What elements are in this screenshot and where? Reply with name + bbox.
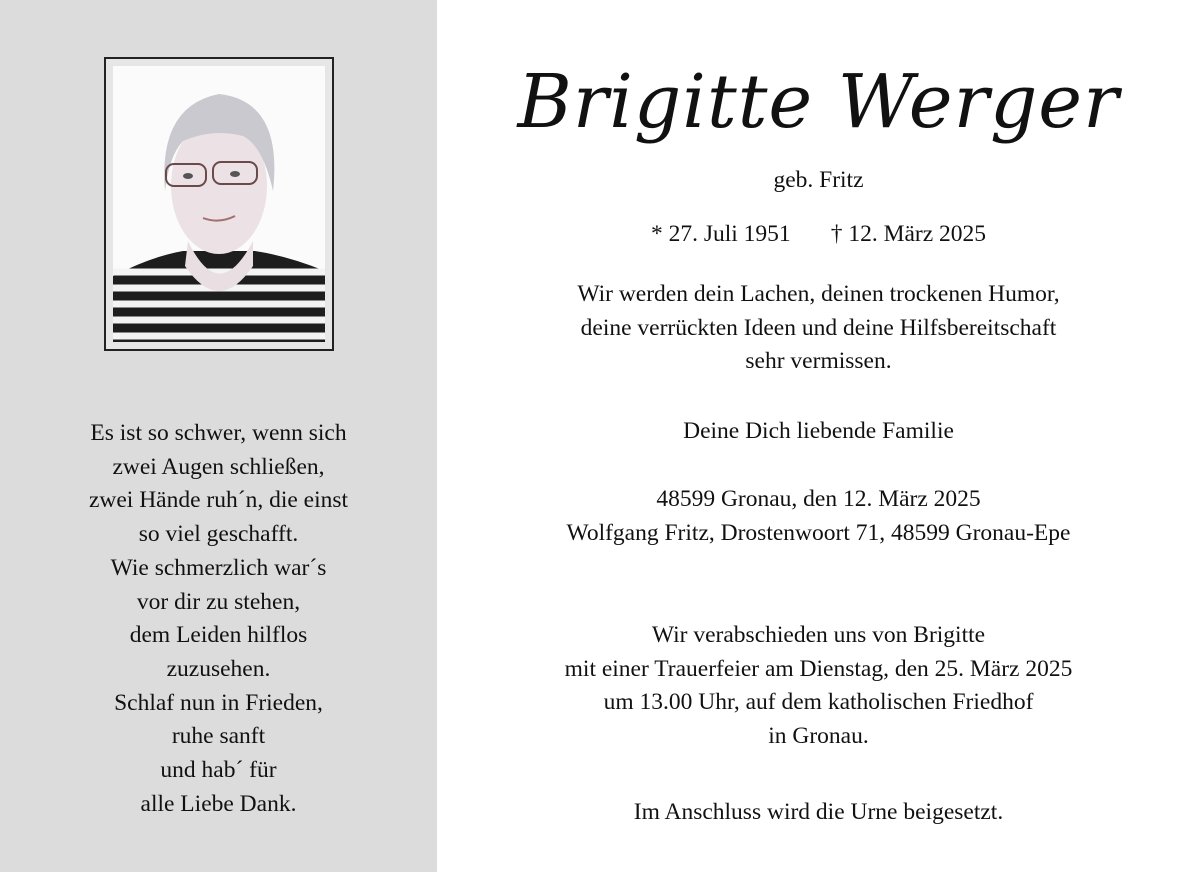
poem-line: zuzusehen. <box>166 655 271 682</box>
place-date: 48599 Gronau, den 12. März 2025 <box>656 486 981 512</box>
poem-line: so viel geschafft. <box>138 521 299 548</box>
maiden-name: geb. Fritz <box>773 167 864 193</box>
address: Wolfgang Fritz, Drostenwoort 71, 48599 Gronau-Epe <box>566 520 1071 546</box>
poem-line: und hab´ für <box>160 757 277 784</box>
service-line: in Gronau. <box>768 723 869 750</box>
service-line: Wir verabschieden uns von Brigitte <box>651 622 986 648</box>
poem-line: Wie schmerzlich war´s <box>110 554 327 581</box>
poem-line: ruhe sanft <box>171 723 266 750</box>
service-line: mit einer Trauerfeier am Dienstag, den 25. März 2025 <box>564 655 1073 682</box>
poem-line: Schlaf nun in Frieden, <box>114 689 323 716</box>
death-date: † 12. März 2025 <box>830 221 987 247</box>
birth-date: * 27. Juli 1951 <box>650 221 791 247</box>
message-line: sehr vermissen. <box>745 348 892 375</box>
poem-line: zwei Hände ruh´n, die einst <box>88 487 349 514</box>
service-line: um 13.00 Uhr, auf dem katholischen Friedhof <box>603 689 1034 716</box>
message-line: Wir werden dein Lachen, deinen trockenen Humor, <box>577 281 1060 307</box>
deceased-name: Brigitte Werger <box>517 59 1120 145</box>
portrait-photo <box>113 66 325 342</box>
poem-line: Es ist so schwer, wenn sich <box>90 420 347 446</box>
poem-line: alle Liebe Dank. <box>140 790 297 817</box>
family-signature: Deine Dich liebende Familie <box>683 418 954 444</box>
photo-frame <box>104 57 334 351</box>
message-line: deine verrückten Ideen und deine Hilfsbereitschaft <box>580 314 1057 341</box>
poem-line: vor dir zu stehen, <box>136 588 301 615</box>
life-dates <box>437 218 1200 252</box>
message <box>437 278 1200 379</box>
service-info <box>437 619 1200 754</box>
poem-line: zwei Augen schließen, <box>112 453 325 480</box>
poem <box>0 417 437 821</box>
poem-line: dem Leiden hilflos <box>129 622 308 649</box>
urn-note: Im Anschluss wird die Urne beigesetzt. <box>633 799 1004 825</box>
left-panel <box>0 0 437 872</box>
